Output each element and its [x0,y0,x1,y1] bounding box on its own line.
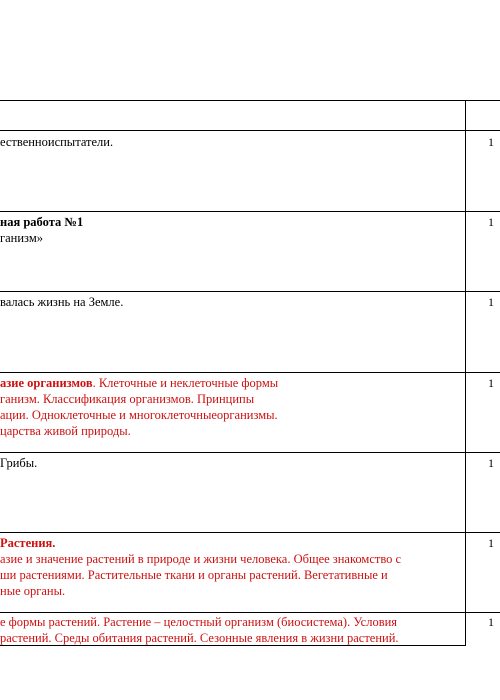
cell-text: Грибы. [0,456,38,470]
cell-line [0,614,462,630]
table-row [0,535,462,599]
table-row [0,214,462,246]
cell-text: царства живой природы. [0,424,131,438]
row-border [0,452,500,453]
hours-cell: 1 [488,615,494,629]
table-row [0,294,462,310]
cell-text: азие организмов [0,376,93,390]
cell-line [0,214,462,230]
cell-text: е формы растений. Растение – целостный организм (биосистема). Условия [0,615,398,629]
row-border [0,612,500,613]
cell-text: ации. Одноклеточные и многоклеточныеорганизмы. [0,408,278,422]
cell-line [0,294,462,310]
column-divider [465,100,466,646]
cell-text: ная работа №1 [0,215,84,229]
cell-line [0,391,462,407]
cell-line [0,535,462,551]
row-border [0,532,500,533]
cell-text: азие и значение растений в природе и жизни человека. Общее знакомство с [0,552,402,566]
hours-cell: 1 [488,536,494,550]
cell-text: валась жизнь на Земле. [0,295,124,309]
cell-text: ные органы. [0,584,66,598]
hours-cell: 1 [488,456,494,470]
hours-cell: 1 [488,295,494,309]
cell-line [0,134,462,150]
hours-cell: 1 [488,215,494,229]
hours-cell: 1 [488,376,494,390]
cell-line [0,551,462,567]
cell-text: растений. Среды обитания растений. Сезонные явления в жизни растений. [0,631,399,645]
row-border [0,372,500,373]
cell-text: ганизм. Классификация организмов. Принципы [0,392,255,406]
cell-line [0,407,462,423]
cell-text: . Клеточные и неклеточные формы [92,376,279,390]
table-row [0,375,462,439]
cell-line [0,583,462,599]
table-row [0,134,462,150]
cell-line [0,630,462,646]
row-border [0,211,500,212]
cell-text: Растения. [0,536,56,550]
table-row [0,455,462,471]
hours-cell: 1 [488,135,494,149]
table-row [0,614,462,646]
table-top-border [0,100,500,101]
cell-line [0,375,462,391]
cell-line [0,423,462,439]
cell-line [0,455,462,471]
cell-text: ественноиспытатели. [0,135,114,149]
cell-text: ши растениями. Растительные ткани и органы растений. Вегетативные и [0,568,388,582]
cell-line [0,230,462,246]
row-border [0,130,500,131]
cell-text: ганизм» [0,231,43,245]
cell-line [0,567,462,583]
row-border [0,291,500,292]
